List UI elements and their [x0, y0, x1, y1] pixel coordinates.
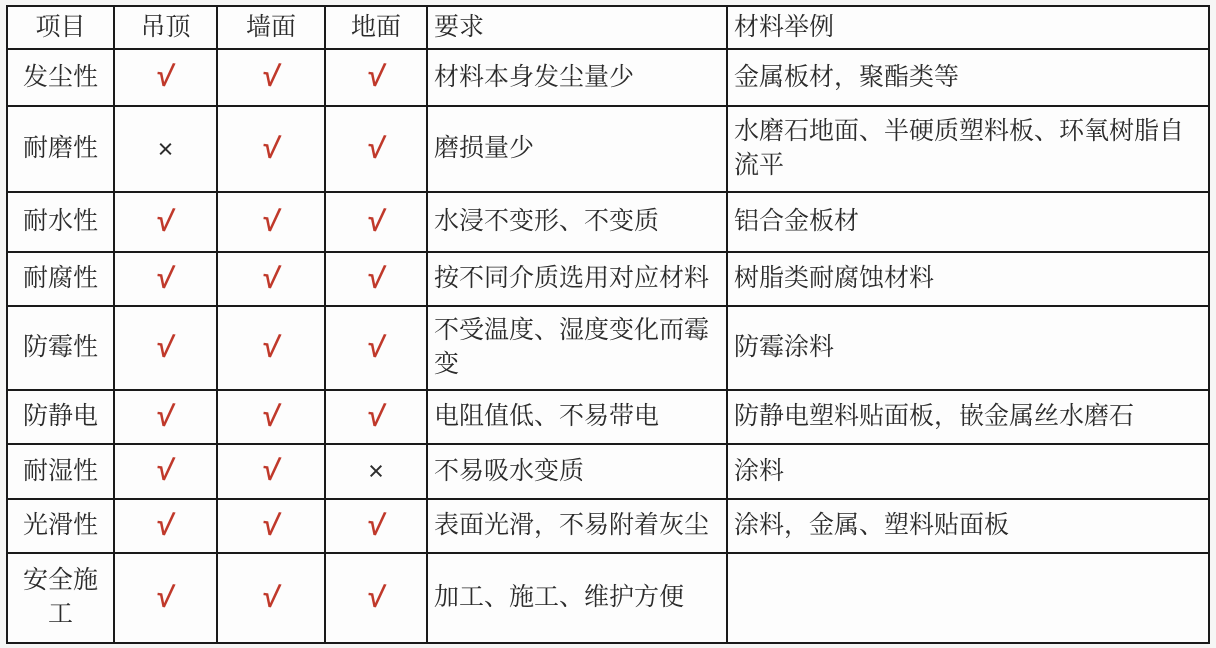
ceiling-mark-cell [114, 192, 217, 252]
floor-mark-cell [325, 192, 427, 252]
check-mark-icon: √ [155, 453, 177, 489]
floor-mark-cell [325, 390, 427, 444]
check-mark-icon: √ [365, 130, 387, 166]
table-row [7, 49, 1209, 106]
header-requirement: 要求 [427, 6, 727, 49]
floor-mark-cell [325, 499, 427, 553]
floor-mark-cell [325, 252, 427, 306]
wall-mark-cell [217, 444, 325, 499]
wall-mark-cell [217, 390, 325, 444]
check-mark-icon: √ [365, 203, 387, 239]
check-mark-icon: √ [260, 398, 282, 434]
header-wall: 墙面 [217, 6, 325, 49]
check-mark-icon: √ [260, 59, 282, 95]
check-mark-icon: √ [260, 507, 282, 543]
material-spec-table-page [6, 5, 1210, 644]
requirement-cell: 按不同介质选用对应材料 [427, 252, 727, 306]
table-row [7, 444, 1209, 499]
ceiling-mark-cell [114, 306, 217, 390]
item-cell: 耐腐性 [7, 252, 114, 306]
item-cell: 光滑性 [7, 499, 114, 553]
materials-cell: 涂料 [727, 444, 1209, 499]
table-row [7, 553, 1209, 643]
cross-mark-icon: × [157, 133, 174, 164]
check-mark-icon: √ [155, 59, 177, 95]
materials-cell: 铝合金板材 [727, 192, 1209, 252]
requirement-cell: 电阻值低、不易带电 [427, 390, 727, 444]
materials-cell: 树脂类耐腐蚀材料 [727, 252, 1209, 306]
check-mark-icon: √ [155, 579, 177, 615]
check-mark-icon: √ [260, 203, 282, 239]
ceiling-mark-cell [114, 252, 217, 306]
table-row [7, 192, 1209, 252]
check-mark-icon: √ [155, 329, 177, 365]
check-mark-icon: √ [155, 507, 177, 543]
table-row [7, 499, 1209, 553]
floor-mark-cell [325, 444, 427, 499]
requirement-cell: 表面光滑，不易附着灰尘 [427, 499, 727, 553]
materials-cell: 金属板材，聚酯类等 [727, 49, 1209, 106]
header-floor: 地面 [325, 6, 427, 49]
requirement-cell: 不受温度、湿度变化而霉变 [427, 306, 727, 390]
item-cell: 耐水性 [7, 192, 114, 252]
check-mark-icon: √ [155, 260, 177, 296]
ceiling-mark-cell [114, 499, 217, 553]
ceiling-mark-cell [114, 390, 217, 444]
header-item: 项目 [7, 6, 114, 49]
check-mark-icon: √ [365, 329, 387, 365]
ceiling-mark-cell [114, 444, 217, 499]
table-row [7, 306, 1209, 390]
wall-mark-cell [217, 306, 325, 390]
check-mark-icon: √ [365, 59, 387, 95]
check-mark-icon: √ [365, 507, 387, 543]
materials-cell: 防霉涂料 [727, 306, 1209, 390]
table-body [7, 49, 1209, 643]
floor-mark-cell [325, 306, 427, 390]
table-row [7, 390, 1209, 444]
wall-mark-cell [217, 49, 325, 106]
floor-mark-cell [325, 106, 427, 192]
check-mark-icon: √ [260, 130, 282, 166]
materials-cell: 防静电塑料贴面板，嵌金属丝水磨石 [727, 390, 1209, 444]
check-mark-icon: √ [260, 260, 282, 296]
item-cell: 发尘性 [7, 49, 114, 106]
wall-mark-cell [217, 553, 325, 643]
check-mark-icon: √ [260, 329, 282, 365]
materials-cell: 水磨石地面、半硬质塑料板、环氧树脂自流平 [727, 106, 1209, 192]
header-ceiling: 吊顶 [114, 6, 217, 49]
check-mark-icon: √ [365, 579, 387, 615]
ceiling-mark-cell [114, 49, 217, 106]
requirement-cell: 磨损量少 [427, 106, 727, 192]
materials-cell: 涂料，金属、塑料贴面板 [727, 499, 1209, 553]
check-mark-icon: √ [155, 398, 177, 434]
item-cell: 防霉性 [7, 306, 114, 390]
check-mark-icon: √ [260, 579, 282, 615]
table-row [7, 106, 1209, 192]
check-mark-icon: √ [365, 398, 387, 434]
check-mark-icon: √ [260, 453, 282, 489]
ceiling-mark-cell [114, 553, 217, 643]
floor-mark-cell [325, 49, 427, 106]
requirement-cell: 材料本身发尘量少 [427, 49, 727, 106]
wall-mark-cell [217, 252, 325, 306]
wall-mark-cell [217, 106, 325, 192]
requirement-cell: 不易吸水变质 [427, 444, 727, 499]
table-row [7, 252, 1209, 306]
materials-cell [727, 553, 1209, 643]
header-row [7, 6, 1209, 49]
cross-mark-icon: × [368, 456, 384, 487]
check-mark-icon: √ [155, 203, 177, 239]
item-cell: 防静电 [7, 390, 114, 444]
floor-mark-cell [325, 553, 427, 643]
header-materials: 材料举例 [727, 6, 1209, 49]
check-mark-icon: √ [365, 260, 387, 296]
ceiling-mark-cell [114, 106, 217, 192]
item-cell: 耐湿性 [7, 444, 114, 499]
item-cell: 安全施工 [7, 553, 114, 643]
wall-mark-cell [217, 192, 325, 252]
wall-mark-cell [217, 499, 325, 553]
requirement-cell: 加工、施工、维护方便 [427, 553, 727, 643]
item-cell: 耐磨性 [7, 106, 114, 192]
material-spec-table [6, 5, 1210, 644]
requirement-cell: 水浸不变形、不变质 [427, 192, 727, 252]
